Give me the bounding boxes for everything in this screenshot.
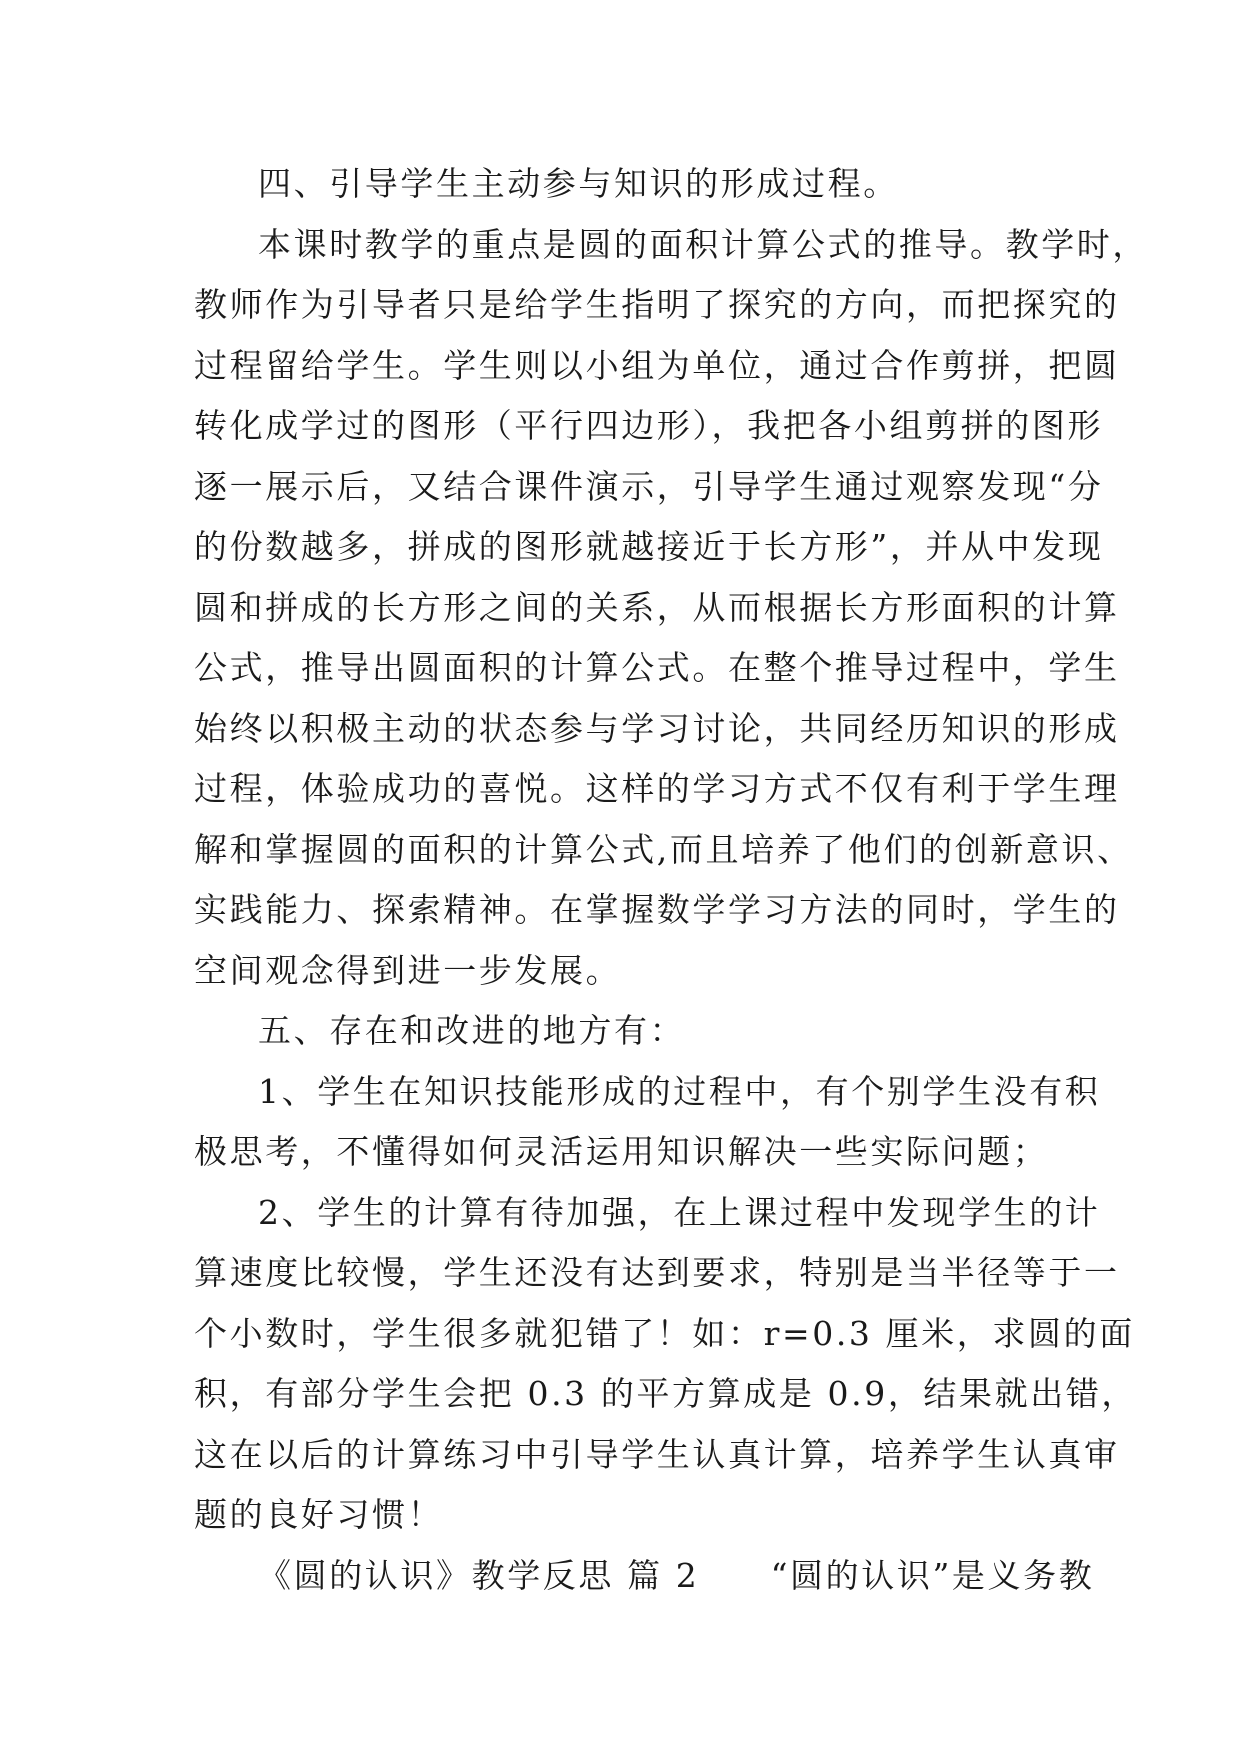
- text-line: 2、学生的计算有待加强，在上课过程中发现学生的计: [258, 1192, 1101, 1232]
- text-line: 这在以后的计算练习中引导学生认真计算，培养学生认真审: [194, 1434, 1120, 1474]
- text-line: 的份数越多，拼成的图形就越接近于长方形”，并从中发现: [194, 527, 1104, 566]
- text-line: 解和掌握圆的面积的计算公式,而且培养了他们的创新意识、: [194, 829, 1133, 869]
- text-line: 极思考，不懂得如何灵活运用知识解决一些实际问题；: [194, 1132, 1049, 1171]
- text-line: 空间观念得到进一步发展。: [194, 950, 622, 990]
- text-line: 过程，体验成功的喜悦。这样的学习方式不仅有利于学生理: [194, 769, 1120, 808]
- text-line: 算速度比较慢，学生还没有达到要求，特别是当半径等于一: [194, 1253, 1120, 1292]
- text-line: 五、存在和改进的地方有：: [258, 1011, 686, 1050]
- text-line: 实践能力、探索精神。在掌握数学学习方法的同时，学生的: [194, 890, 1120, 929]
- text-line: 四、引导学生主动参与知识的形成过程。: [258, 164, 899, 203]
- text-line: 本课时教学的重点是圆的面积计算公式的推导。教学时，: [258, 224, 1148, 264]
- text-line: 圆和拼成的长方形之间的关系，从而根据长方形面积的计算: [194, 587, 1120, 627]
- text-line: 积，有部分学生会把 0.3 的平方算成是 0.9，结果就出错，: [194, 1374, 1138, 1413]
- text-line: 逐一展示后，又结合课件演示，引导学生通过观察发现“分: [194, 466, 1104, 506]
- text-line: 过程留给学生。学生则以小组为单位，通过合作剪拼，把圆: [194, 345, 1120, 385]
- text-line: 教师作为引导者只是给学生指明了探究的方向，而把探究的: [194, 285, 1120, 324]
- text-line: 1、学生在知识技能形成的过程中，有个别学生没有积: [258, 1071, 1101, 1111]
- text-line: 《圆的认识》教学反思 篇 2 “圆的认识”是义务教: [258, 1555, 1095, 1595]
- text-line: 个小数时，学生很多就犯错了！如：r=0.3 厘米，求圆的面: [194, 1313, 1135, 1353]
- text-line: 始终以积极主动的状态参与学习讨论，共同经历知识的形成: [194, 708, 1120, 748]
- text-line: 题的良好习惯！: [194, 1495, 444, 1534]
- document-body: [194, 154, 1194, 1606]
- text-line: 公式，推导出圆面积的计算公式。在整个推导过程中，学生: [194, 648, 1120, 687]
- text-line: 转化成学过的图形（平行四边形），我把各小组剪拼的图形: [194, 406, 1104, 445]
